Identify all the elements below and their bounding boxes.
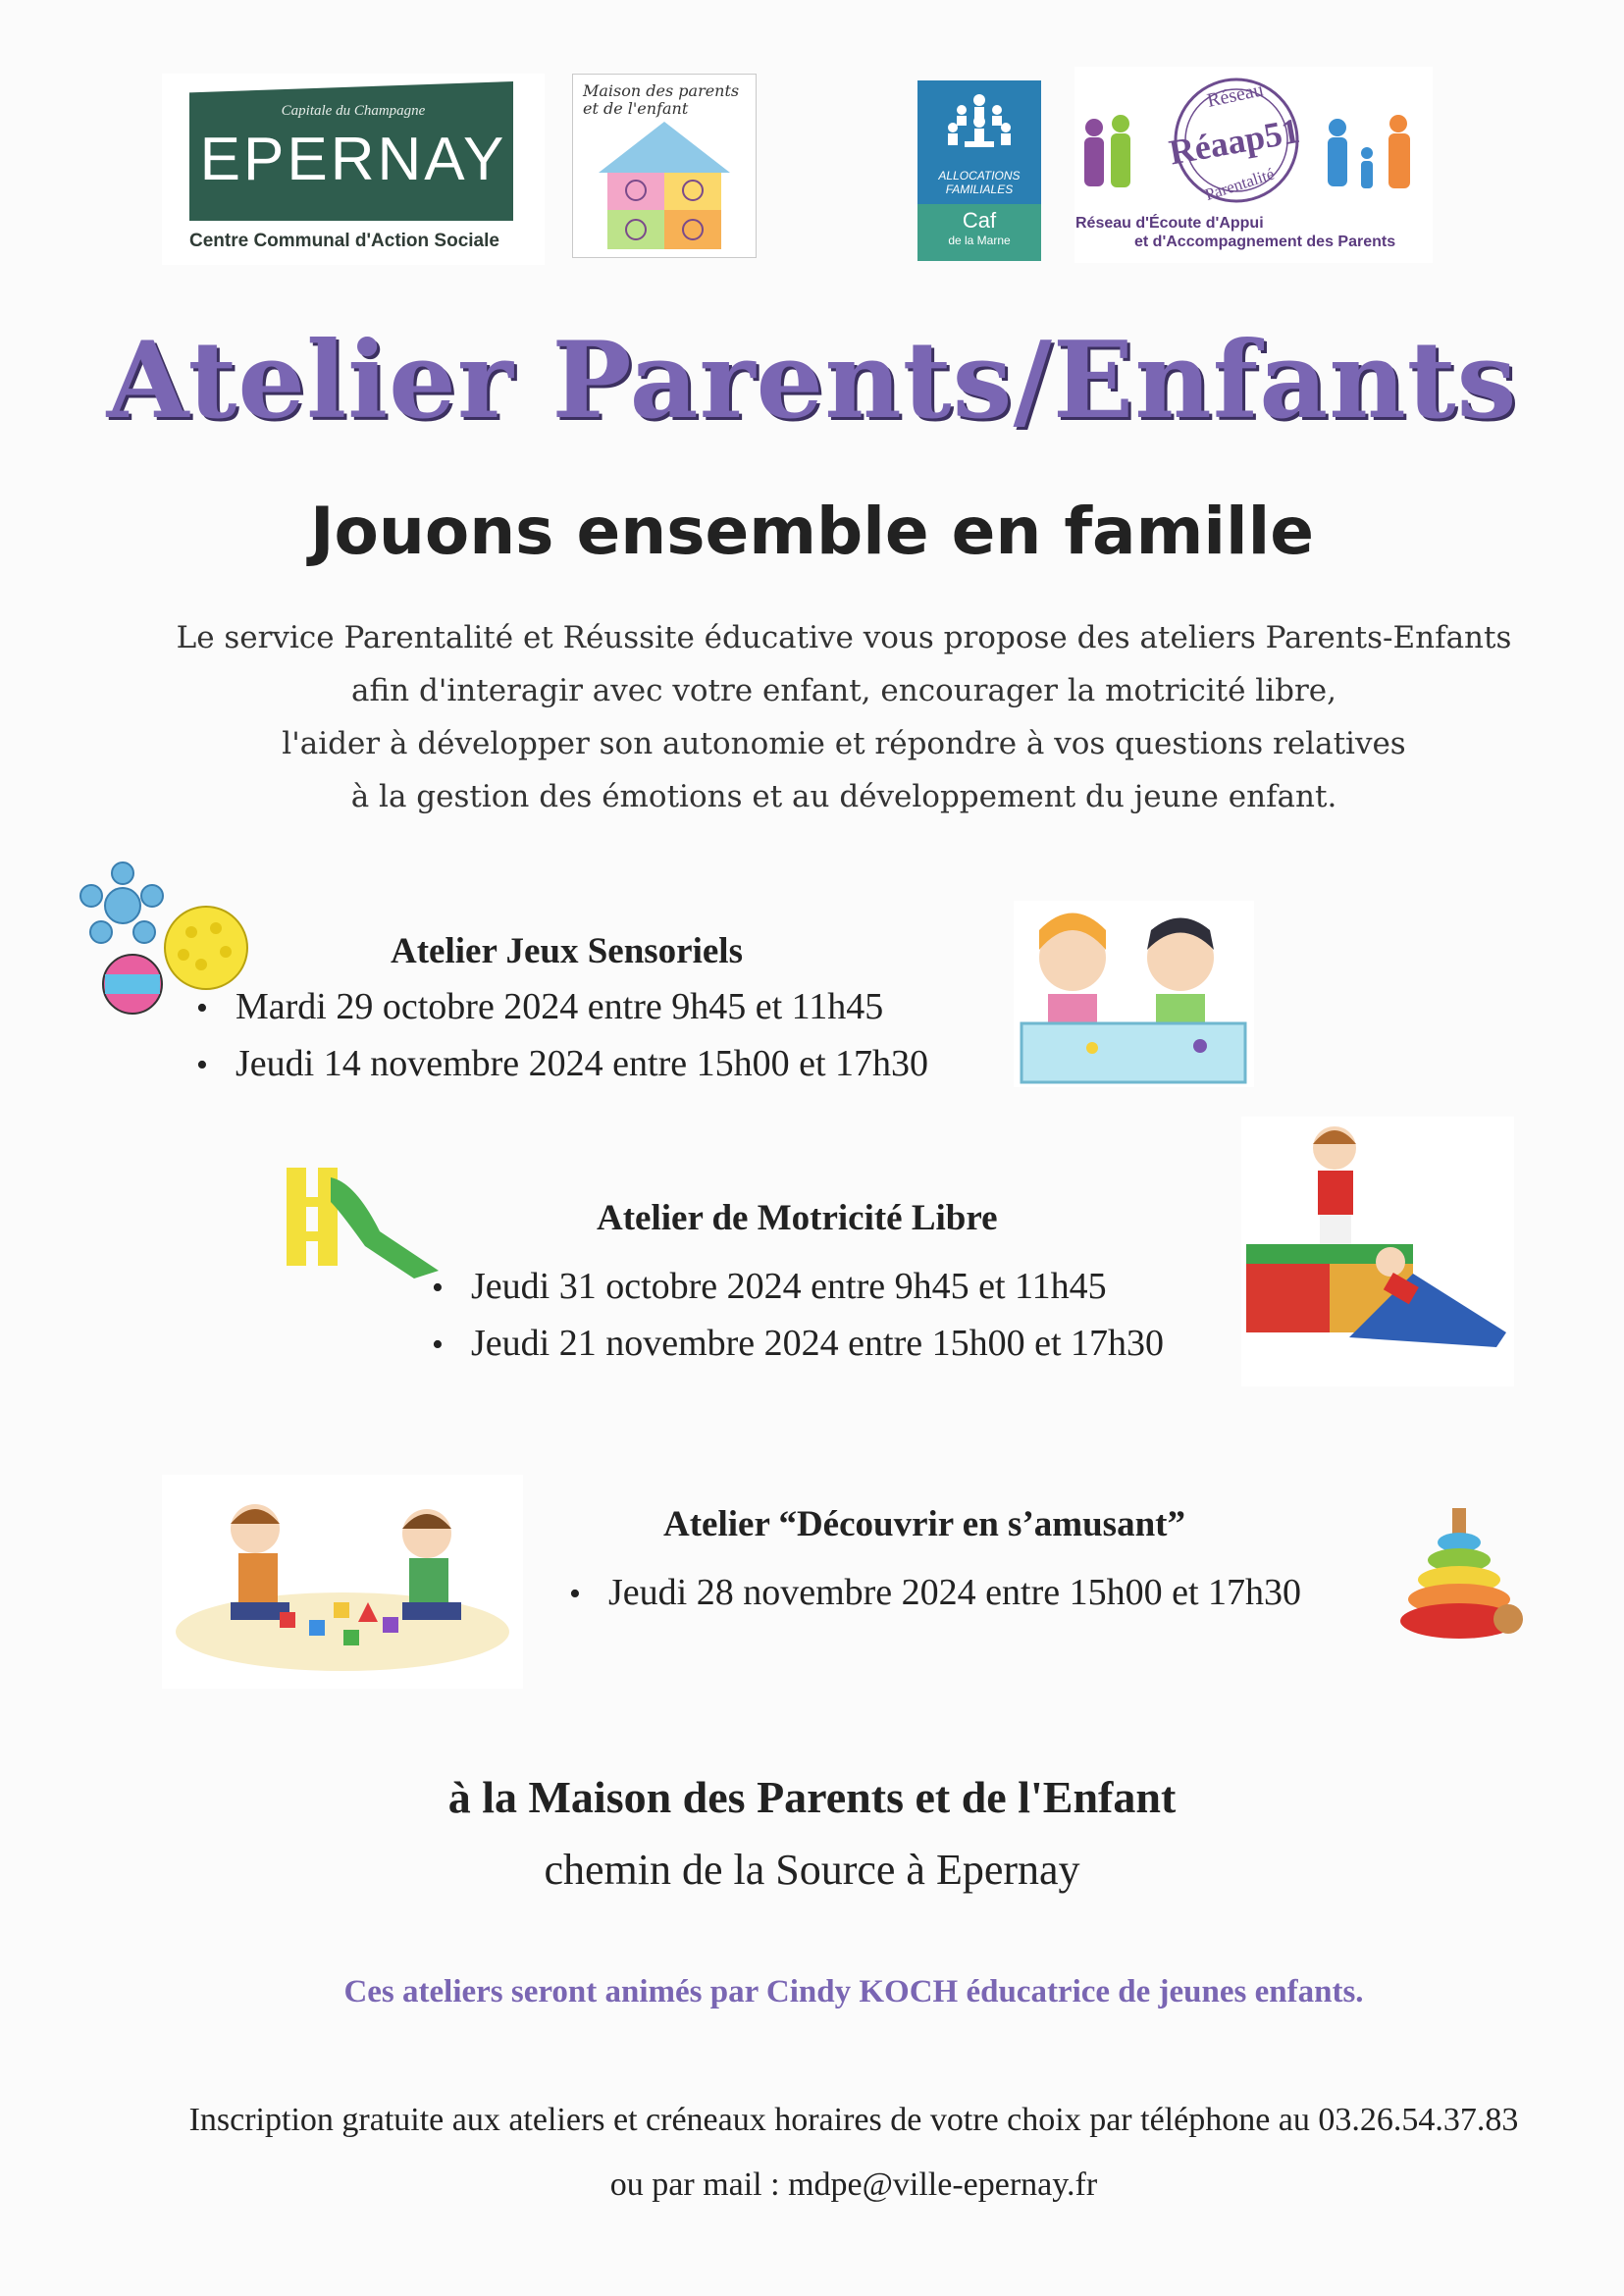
stacking-rings-toy-icon xyxy=(1376,1503,1533,1645)
intro-line: à la gestion des émotions et au développement du jeune enfant. xyxy=(350,779,1337,814)
session-item: • Jeudi 28 novembre 2024 entre 15h00 et 17h30 xyxy=(569,1565,1301,1622)
intro-line: afin d'interagir avec votre enfant, encourager la motricité libre, xyxy=(351,673,1336,708)
intro-paragraph xyxy=(0,611,1624,823)
page-subtitle: Jouons ensemble en famille xyxy=(309,494,1315,569)
atelier-title: Atelier “Découvrir en s’amusant” xyxy=(663,1504,1185,1544)
atelier-title: Atelier de Motricité Libre xyxy=(597,1198,998,1238)
children-sensory-play-illustration xyxy=(1014,901,1254,1087)
maison-house-icon xyxy=(573,75,756,257)
intro-line: Le service Parentalité et Réussite éducative vous propose des ateliers Parents-Enfants xyxy=(176,620,1512,655)
epernay-caption: Capitale du Champagne xyxy=(281,103,426,119)
atelier-sessions xyxy=(569,1565,1301,1622)
children-building-blocks-illustration xyxy=(162,1475,523,1689)
reaap-arc-top: Réseau xyxy=(1205,78,1266,112)
registration-email: ou par mail : mdpe@ville-epernay.fr xyxy=(609,2166,1098,2203)
slide-icon xyxy=(277,1163,439,1280)
intro-line: l'aider à développer son autonomie et répondre à vos questions relatives xyxy=(282,726,1406,761)
location-title: à la Maison des Parents et de l'Enfant xyxy=(447,1772,1177,1822)
children-motor-play-illustration xyxy=(1241,1117,1514,1386)
caf-allocations-text: ALLOCATIONS FAMILIALES xyxy=(938,169,1021,196)
page-title: Atelier Parents/Enfants xyxy=(106,319,1518,443)
atelier-sessions xyxy=(432,1259,1164,1373)
reaap-arc-bottom: Parentalité xyxy=(1202,164,1277,205)
registration-info: Inscription gratuite aux ateliers et créneaux horaires de votre choix par téléphone au 03.26.54.37.83 xyxy=(188,2102,1519,2138)
maison-logo-text: Maison des parents et de l'enfant xyxy=(583,81,740,118)
epernay-name: EPERNAY xyxy=(199,126,507,193)
caf-dept: de la Marne xyxy=(948,234,1011,247)
session-item: • Jeudi 21 novembre 2024 entre 15h00 et 17h30 xyxy=(432,1316,1164,1373)
caf-brand: Caf xyxy=(962,208,997,233)
maison-parents-logo xyxy=(572,74,757,258)
session-item: • Mardi 29 octobre 2024 entre 9h45 et 11h45 xyxy=(196,979,928,1036)
reaap-family-icon xyxy=(1074,67,1433,214)
epernay-ccas-logo xyxy=(162,74,545,265)
atelier-sessions xyxy=(196,979,928,1093)
caf-family-icon xyxy=(917,80,1041,169)
atelier-title: Atelier Jeux Sensoriels xyxy=(391,931,743,971)
caf-logo xyxy=(917,80,1041,261)
location-address: chemin de la Source à Epernay xyxy=(544,1846,1080,1894)
animator-note: Ces ateliers seront animés par Cindy KOCH éducatrice de jeunes enfants. xyxy=(343,1974,1364,2009)
reaap-caption: Réseau d'Écoute d'Appui et d'Accompagnement des Parents xyxy=(1075,215,1396,250)
reaap51-logo xyxy=(1074,67,1433,263)
session-item: • Jeudi 14 novembre 2024 entre 15h00 et 17h30 xyxy=(196,1036,928,1093)
caf-brand-block xyxy=(917,204,1041,261)
session-item: • Jeudi 31 octobre 2024 entre 9h45 et 11h45 xyxy=(432,1259,1164,1316)
epernay-ccas-text: Centre Communal d'Action Sociale xyxy=(189,231,499,251)
reaap-brand: Réaap51 xyxy=(1166,110,1303,173)
